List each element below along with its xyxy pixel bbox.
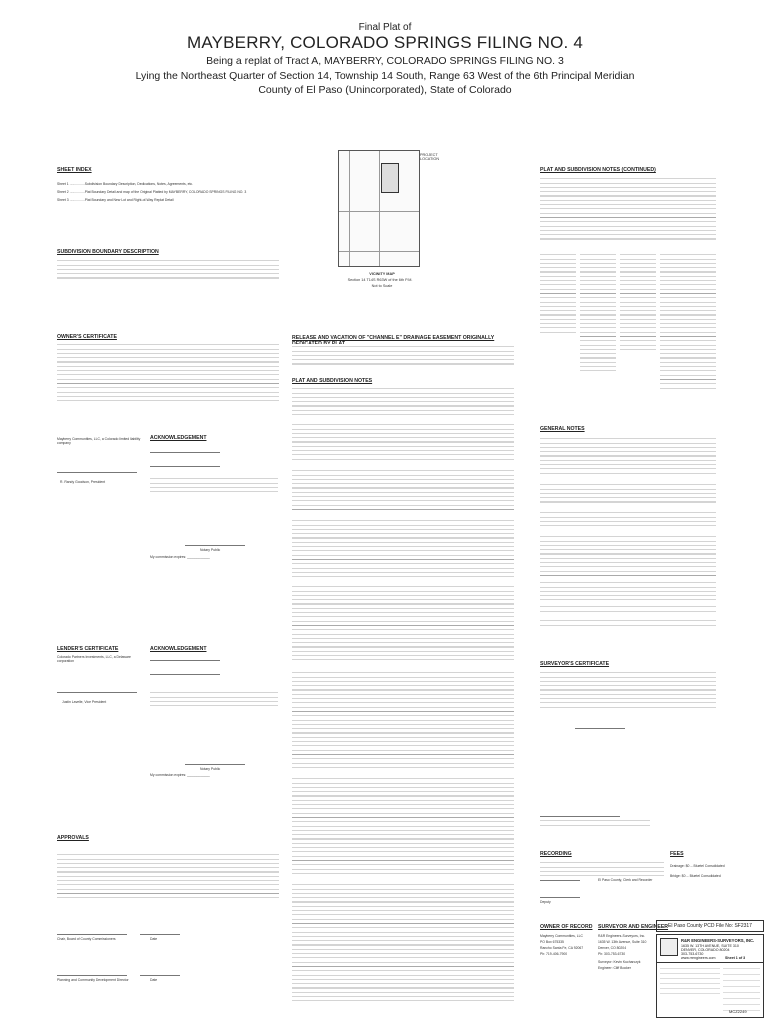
- exceptions-text: [540, 176, 716, 240]
- owners-certificate-text: [57, 342, 279, 402]
- surveyor-engineer-heading: SURVEYOR AND ENGINEER: [598, 924, 669, 930]
- firm-name: R&R ENGINEERS-SURVEYORS, INC.: [681, 938, 755, 943]
- surveyor-signature-line: [540, 816, 620, 817]
- firm-city: DENVER, COLORADO 80204: [681, 948, 730, 952]
- sheet-index-item-1: Sheet 1 ................Subdivision Boundary Description, Dedications, Notes, Agreements, etc.: [57, 182, 194, 186]
- vicinity-map-subtitle: Section 14 T14S R63W of the 6th P.M.: [347, 278, 413, 282]
- revision-table: [660, 965, 720, 995]
- commission-label: My commission expires: ____________: [150, 555, 210, 559]
- plat-notes-6: [292, 670, 514, 770]
- director-date-line: [140, 975, 180, 976]
- release-text: [292, 344, 514, 368]
- pcd-file-number: El Paso County PCD File No: SF2317: [656, 920, 764, 932]
- director-signature-line: [57, 975, 127, 976]
- engineer-address2: Denver, CO 80204: [598, 946, 627, 950]
- engineer-address1: 1635 W. 13th Avenue, Suite 310: [598, 940, 647, 944]
- plat-notes-3: [292, 468, 514, 512]
- final-plat-label: Final Plat of: [358, 22, 412, 33]
- title-block-divider: [657, 962, 763, 963]
- plat-notes-5: [292, 584, 514, 664]
- drawing-info-table: [723, 965, 760, 1011]
- title-block: [656, 934, 764, 1018]
- surveyors-certificate-text: [540, 670, 716, 710]
- plat-notes-heading: PLAT AND SUBDIVISION NOTES: [292, 378, 373, 384]
- exceptions-list-col-1: [540, 252, 576, 336]
- project-site-marker: [381, 163, 399, 193]
- notary-line: [185, 545, 245, 546]
- owners-certificate-heading: OWNER'S CERTIFICATE: [57, 334, 117, 340]
- director-label: Planning and Community Development Director: [57, 978, 129, 982]
- sheet-index-heading: SHEET INDEX: [57, 167, 92, 173]
- firm-logo-icon: [660, 938, 678, 956]
- plat-notes-4: [292, 518, 514, 578]
- vicinity-map-scale: Not to Scale: [371, 284, 393, 288]
- approvals-text: [57, 852, 279, 900]
- owner-president: R. Randy Goodson, President: [60, 480, 106, 484]
- lender-company: Colorado Partners Investments, LLC, a Delaware corporation: [57, 655, 131, 664]
- sheet-index-item-3: Sheet 3 ................Plat Boundary and New Lot and Right-of-Way Replat Detail: [57, 198, 174, 202]
- owner-of-record-heading: OWNER OF RECORD: [540, 924, 593, 930]
- county-line: [150, 466, 220, 467]
- plat-notes-1: [292, 386, 514, 416]
- engineer-engineer: Engineer: Cliff Booker: [598, 966, 631, 970]
- vicinity-map-title: VICINITY MAP: [369, 272, 395, 276]
- chair-date-line: [140, 934, 180, 935]
- chair-label: Chair, Board of County Commissioners: [57, 937, 116, 941]
- vicinity-map: [338, 150, 420, 267]
- recording-text: [540, 860, 664, 876]
- general-note-2: [540, 482, 716, 506]
- location-subtitle: Lying the Northeast Quarter of Section 14, Township 14 South, Range 63 West of the 6th Principal Meridian: [135, 70, 635, 82]
- exceptions-list-col-3: [620, 252, 656, 352]
- owner-record-address2: Rancho Santa Fe, CA 92067: [540, 946, 584, 950]
- exceptions-list-col-4: [660, 252, 716, 392]
- general-note-1: [540, 436, 716, 476]
- deputy-line: [540, 897, 580, 898]
- firm-address: 1635 W. 13TH AVENUE, SUITE 310: [681, 944, 739, 948]
- firm-phone: 303-753-6730: [681, 952, 704, 956]
- owner-signature-line: [57, 472, 137, 473]
- plat-notes-7: [292, 776, 514, 876]
- lender-ack-text: [150, 690, 278, 706]
- general-note-4: [540, 534, 716, 578]
- sheet-number: Sheet 1 of 3: [725, 956, 746, 960]
- vicinity-road-mid: [339, 211, 419, 212]
- owner-ack-text: [150, 476, 278, 492]
- file-number: MCZ2249: [729, 1009, 747, 1014]
- lender-county-line: [150, 674, 220, 675]
- approvals-heading: APPROVALS: [57, 835, 89, 841]
- engineer-surveyor: Surveyor: Kevin Kucharczyk: [598, 960, 641, 964]
- general-note-5: [540, 580, 716, 600]
- vicinity-road-west: [349, 151, 350, 266]
- boundary-description-text: [57, 258, 279, 282]
- lenders-certificate-heading: LENDER'S CERTIFICATE: [57, 646, 119, 652]
- release-heading: RELEASE AND VACATION OF "CHANNEL E" DRAINAGE EASEMENT ORIGINALLY: [292, 335, 495, 341]
- clerk-line: [540, 880, 580, 881]
- replat-subtitle: Being a replat of Tract A, MAYBERRY, COLORADO SPRINGS FILING NO. 3: [206, 55, 564, 67]
- clerk-label: El Paso County, Clerk and Recorder: [598, 878, 653, 882]
- plat-notes-2: [292, 422, 514, 462]
- general-note-7: [540, 618, 716, 628]
- lender-state-line: [150, 660, 220, 661]
- fees-heading: FEES: [670, 851, 684, 857]
- general-note-6: [540, 604, 716, 614]
- boundary-heading: SUBDIVISION BOUNDARY DESCRIPTION: [57, 249, 159, 255]
- chair-signature-line: [57, 934, 127, 935]
- lender-notary-line: [185, 764, 245, 765]
- recording-heading: RECORDING: [540, 851, 572, 857]
- bridge-fee: Bridge: $0 -- Bluetel Consolidated: [670, 874, 721, 878]
- exceptions-list-col-2: [580, 252, 616, 372]
- owner-record-phone: Ph: 719-406-7900: [540, 952, 568, 956]
- margin-file-path: [1, 300, 5, 1020]
- lender-person: Justin Lavelle, Vice President: [62, 700, 107, 704]
- general-notes-heading: GENERAL NOTES: [540, 426, 585, 432]
- project-location-label: PROJECT LOCATION: [420, 153, 440, 161]
- surveyors-certificate-heading: SURVEYOR'S CERTIFICATE: [540, 661, 610, 667]
- owner-acknowledgement-heading: ACKNOWLEDGEMENT: [150, 435, 207, 441]
- lender-acknowledgement-heading: ACKNOWLEDGEMENT: [150, 646, 207, 652]
- engineer-phone: Ph: 303-753-6730: [598, 952, 626, 956]
- sheet-index-item-2: Sheet 2 ................Plat Boundary Detail and map of the Original Platted by MAYBERRY, COLORADO SPRINGS FILING NO. 3: [57, 190, 247, 194]
- plat-notes-8: [292, 882, 514, 1002]
- county-subtitle: County of El Paso (Unincorporated), State of Colorado: [258, 84, 512, 96]
- survey-date-line: [575, 728, 625, 729]
- general-note-3: [540, 510, 716, 528]
- engineer-name: R&R Engineers-Surveyors, Inc.: [598, 934, 646, 938]
- drainage-fee: Drainage: $0 -- Bluetel Consolidated: [670, 864, 725, 868]
- director-date-label: Date: [150, 978, 158, 982]
- vicinity-road-south: [339, 251, 419, 252]
- lender-signature-line: [57, 692, 137, 693]
- owner-company: Mayberry Communities, LLC, a Colorado limited liability company: [57, 437, 141, 446]
- owner-record-address1: PO Box 675335: [540, 940, 564, 944]
- notary-label: Notary Public: [200, 548, 221, 552]
- state-line: [150, 452, 220, 453]
- owner-record-name: Mayberry Communities, LLC: [540, 934, 583, 938]
- lender-notary-label: Notary Public: [200, 767, 221, 771]
- plat-notes-continued-heading: PLAT AND SUBDIVISION NOTES (CONTINUED): [540, 167, 656, 173]
- plat-title: MAYBERRY, COLORADO SPRINGS FILING NO. 4: [186, 33, 584, 52]
- firm-website: www.rrengineers.com: [681, 956, 716, 960]
- deputy-label: Deputy: [540, 900, 551, 904]
- chair-date-label: Date: [150, 937, 158, 941]
- lender-commission-label: My commission expires: ____________: [150, 773, 210, 777]
- surveyor-name-text: [540, 818, 650, 826]
